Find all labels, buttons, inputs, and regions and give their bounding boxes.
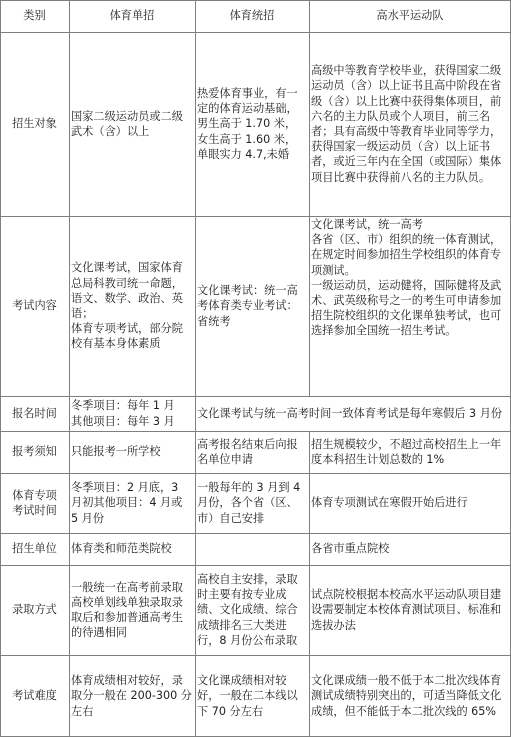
header-high-level-team [309, 0, 511, 32]
grid-line [0, 32, 511, 33]
row-category [0, 655, 69, 737]
row-category [0, 533, 69, 565]
cell-high-level [309, 431, 511, 473]
cell-text: 文化课成绩一般不低于本二批次线体育测试成绩特别突出的，可适当降低文化成绩，但不能低于本二批次线的 65% [311, 674, 502, 718]
category-text: 考试内容 [12, 299, 57, 313]
cell-single [69, 533, 195, 565]
row-category [0, 216, 69, 396]
grid-line [0, 655, 511, 656]
cell-unified [195, 533, 309, 565]
cell-text: 高级中等教育学校毕业，获得国家二级运动员（含）以上证书且高中阶段在省级（含）以上比赛中获得集体项目，前六名的主力队员或个人项目，前三名者；具有高级中等教育毕业同等学力，获得国家一级运动员（含）以上证书者，或近三年内在全国（或国际）集体项目比赛中获得前八名的主力队员。 [311, 64, 502, 184]
cell-text: 试点院校根据本校高水平运动队项目建设需要制定本校体育测试项目、标准和选拔办法 [311, 588, 502, 632]
cell-text: 高校自主安排，录取时主要有按专业成绩、文化成绩、综合成绩排名三大类进行，8 月份公布录取 [197, 572, 298, 647]
cell-single [69, 431, 195, 473]
grid-line [0, 473, 511, 474]
row-category [0, 431, 69, 473]
cell-text: 冬季项目：2 月底，3 月初其他项目：4 月或 5 月份 [71, 481, 186, 525]
grid-line [0, 0, 1, 737]
category-text: 考试难度 [12, 689, 57, 703]
cell-single [69, 473, 195, 533]
cell-text: 各省市重点院校 [311, 542, 390, 556]
cell-unified [195, 473, 309, 533]
grid-line [0, 216, 511, 217]
grid-line [0, 533, 511, 534]
category-text: 招生对象 [12, 117, 57, 131]
cell-text: 一般统一在高考前录取高校单划线单独录取录取后和参加普通高考生的待遇相同 [71, 580, 183, 640]
cell-high-level [309, 565, 511, 655]
cell-text: 体育专项测试在寒假开始后进行 [311, 496, 468, 510]
cell-text: 文化课考试：统一高考体育类专业考试：省统考 [197, 284, 298, 328]
cell-text: 文化课考试与统一高考时间一致体育考试是每年寒假后 3 月份 [197, 406, 503, 420]
grid-line [0, 565, 511, 566]
cell-merged [195, 396, 511, 431]
row-category [0, 396, 69, 431]
cell-high-level [309, 533, 511, 565]
cell-text: 文化课成绩相对较好，一般在二本线以下 70 分左右 [197, 674, 298, 718]
category-text: 体育专项 考试时间 [12, 488, 57, 517]
cell-single [69, 655, 195, 737]
header-text: 类别 [23, 9, 46, 23]
cell-text: 文化课考试，统一高考 各省（区、市）组织的统一体育测试，在规定时间参加招生学校组织的体育专项测试。 一级运动员，运动健将，国际健将及武术、武英级称号之一的考生可申请参加招生院校组织的文化课单独考试，也可选择参加全国统一招生考试。 [311, 218, 502, 338]
cell-text: 冬季项目：每年 1 月 其他项目：每年 3 月 [71, 399, 175, 428]
cell-high-level [309, 216, 511, 396]
cell-single [69, 565, 195, 655]
cell-single [69, 32, 195, 216]
cell-text: 体育类和师范类院校 [71, 542, 172, 556]
cell-unified [195, 655, 309, 737]
grid-line [69, 0, 70, 737]
row-category [0, 565, 69, 655]
category-text: 招生单位 [12, 542, 57, 556]
row-category [0, 473, 69, 533]
grid-line [195, 0, 196, 737]
header-text: 高水平运动队 [376, 9, 444, 23]
cell-text: 体育成绩相对较好，录 取分一般在 200-300 分左右 [71, 674, 192, 718]
header-text: 体育单招 [109, 9, 155, 23]
cell-unified [195, 565, 309, 655]
cell-unified [195, 216, 309, 396]
cell-single [69, 396, 195, 431]
cell-high-level [309, 473, 511, 533]
category-text: 报名时间 [12, 406, 57, 420]
cell-high-level [309, 32, 511, 216]
header-category [0, 0, 69, 32]
category-text: 报考须知 [12, 445, 57, 459]
header-text: 体育统招 [229, 9, 275, 23]
row-category [0, 32, 69, 216]
cell-text: 只能报考一所学校 [71, 445, 161, 459]
header-single-admission [69, 0, 195, 32]
category-text: 录取方式 [12, 603, 57, 617]
cell-text: 高考报名结束后向报名单位申请 [197, 437, 298, 466]
grid-line [0, 396, 511, 397]
grid-line [309, 431, 310, 737]
cell-text: 一般每年的 3 月到 4 月份，各个省（区、市）自己安排 [197, 481, 304, 525]
cell-single [69, 216, 195, 396]
cell-text: 文化课考试，国家体育总局科教司统一命题，语文、数学、政治、英语； 体育专项考试，部分院校有基本身体素质 [71, 261, 183, 351]
grid-line [0, 431, 511, 432]
cell-unified [195, 32, 309, 216]
cell-text: 国家二级运动员或二级武术（含）以上 [71, 109, 183, 138]
cell-text: 招生规模较少，不超过高校招生上一年度本科招生计划总数的 1% [311, 437, 502, 466]
grid-line [0, 0, 511, 1]
cell-high-level [309, 655, 511, 737]
header-unified-admission [195, 0, 309, 32]
cell-text: 热爱体育事业，有一定的体育运动基础，男生高于 1.70 米，女生高于 1.60 米，单眼实力 4.7,未婚 [197, 86, 298, 161]
cell-unified [195, 431, 309, 473]
grid-line [309, 0, 310, 396]
